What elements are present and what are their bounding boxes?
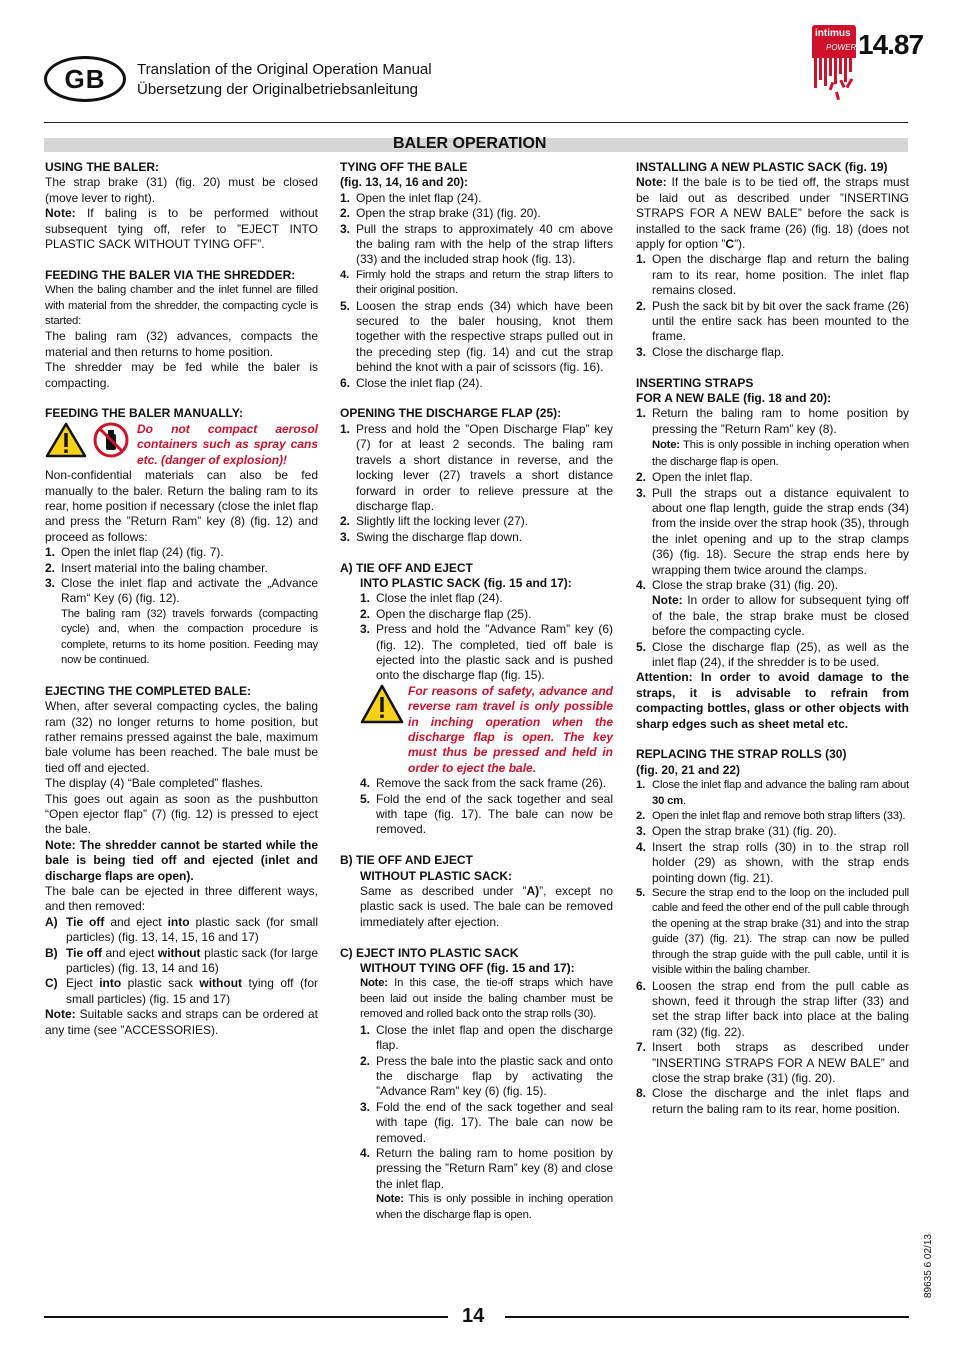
heading-feed-shredder: FEEDING THE BALER VIA THE SHREDDER: — [45, 267, 296, 282]
warning-text: For reasons of safety, advance and reverse ram travel is only possible in inching operation when the discharge flap is open. The key must thus be pressed and held in order to eject the bale. — [408, 683, 613, 775]
heading-option-a: A) TIE OFF AND EJECT — [340, 560, 473, 575]
list-text: Close the discharge flap (25), as well as the inlet flap (24), if the shredder is to be used. — [652, 639, 909, 669]
note-paragraph — [45, 1007, 318, 1038]
paragraph: The strap brake (31) (fig. 20) must be closed (move lever to right). — [45, 175, 318, 205]
country-badge — [44, 56, 126, 102]
bold: without — [157, 945, 201, 960]
list-num: 1. — [360, 591, 371, 606]
list-text: Fold the end of the sack together and seal with tape (fig. 17). The bale can now be removed. — [376, 1099, 613, 1145]
paragraph: The bale can be ejected in three different ways, and then removed: — [45, 884, 318, 914]
list-item — [340, 530, 613, 545]
list-num: A) — [45, 914, 58, 929]
heading-option-b-sub: WITHOUT PLASTIC SACK: — [360, 868, 512, 883]
list-num: 3. — [636, 485, 647, 500]
logo-sub: POWER — [826, 43, 857, 52]
list-num: 3. — [360, 622, 371, 637]
list-item — [45, 915, 318, 946]
list-text: Close the discharge and the inlet flaps and return the baling ram to its rear, home position. — [652, 1086, 909, 1116]
note-label: Note: — [652, 439, 680, 452]
list-item — [360, 776, 613, 791]
heading-install-sack: INSTALLING A NEW PLASTIC SACK (fig. 19) — [636, 160, 888, 174]
list-text — [66, 976, 318, 1007]
list-text: Insert material into the baling chamber. — [61, 560, 268, 575]
list-item — [360, 1146, 613, 1192]
list-num: 3. — [45, 575, 56, 590]
list-item — [636, 345, 909, 360]
heading-replace-rolls: REPLACING THE STRAP ROLLS (30) — [636, 747, 847, 762]
list-text: Press and hold the ”Open Discharge Flap” key (7) for at least 2 seconds. The baling ram travels a short distance in reverse, and the locking lever (27) travels a short distance forward in order to relieve pressure at the discharge flap. — [356, 421, 613, 513]
bold: C — [725, 237, 735, 252]
note-label: Note: — [376, 1193, 404, 1206]
list-num: 1. — [636, 252, 647, 267]
brand-logo — [812, 25, 924, 115]
list-num: 2. — [636, 298, 647, 313]
note-text: If the bale is to be tied off, the straps must be laid out as described under ”INSERTING STRAPS FOR A NEW BALE” before the sack is installed to the sack frame (26) (fig. 18) (does not apply for option ” — [636, 175, 909, 252]
list-num: 3. — [360, 1099, 371, 1114]
list-text: Swing the discharge flap down. — [356, 529, 523, 544]
list-text: Push the sack bit by bit over the sack frame (26) until the entire sack has been mounted to the frame. — [652, 298, 909, 344]
list-text: Close the inlet flap and activate the „Advance Ram“ Key (6) (fig. 12). — [61, 575, 318, 606]
list-item — [340, 514, 613, 529]
list-item — [636, 1086, 909, 1117]
list-item — [340, 206, 613, 221]
list-num: 1. — [636, 406, 647, 421]
note-label: Note: — [45, 1007, 76, 1022]
list-item — [340, 376, 613, 391]
list-text: Close the discharge flap. — [652, 344, 785, 359]
text: Eject — [66, 976, 100, 991]
list-item — [340, 268, 613, 299]
list-item — [360, 591, 613, 606]
list-text: Open the discharge flap (25). — [376, 606, 532, 621]
text: and eject — [104, 914, 168, 929]
heading-feed-manual: FEEDING THE BALER MANUALLY: — [45, 406, 243, 421]
paragraph: This goes out again as soon as the pushbutton “Open ejector flap” (7) (fig. 12) is pressed to eject the bale. — [45, 791, 318, 837]
model-number: 14.87 — [858, 29, 924, 60]
text: Close the inlet flap and advance the baling ram about — [652, 779, 909, 792]
heading-tying-sub: (fig. 13, 14, 16 and 20): — [340, 175, 469, 190]
list-item — [360, 607, 613, 622]
heading-eject: EJECTING THE COMPLETED BALE: — [45, 683, 252, 698]
list-item — [636, 470, 909, 485]
no-aerosol-icon — [91, 422, 137, 458]
list-item — [360, 1023, 613, 1054]
list-item — [636, 778, 909, 809]
list-num: 2. — [360, 606, 371, 621]
list-text: Loosen the strap end from the pull cable as shown, feed it through the strap lifter (33) and set the strap lifter back into place at the baling ram (32) (fig. 22). — [652, 978, 909, 1039]
text: ”, except no plastic sack is used. The bale can be removed immediately after ejection. — [360, 884, 614, 929]
note-text: Suitable sacks and straps can be ordered at any time (see ”ACCESSORIES). — [45, 1007, 318, 1037]
list-num: C) — [45, 976, 58, 991]
heading-replace-rolls-sub: (fig. 20, 21 and 22) — [636, 762, 741, 777]
list-text: Close the inlet flap (24). — [376, 591, 503, 606]
heading-insert-straps: INSERTING STRAPS — [636, 375, 754, 390]
paragraph: The shredder may be fed while the baler is compacting. — [45, 360, 318, 390]
list-num: 6. — [636, 978, 647, 993]
note-text: This is only possible in inching operation when the discharge flap is open. — [376, 1193, 613, 1221]
page-number: 14 — [462, 1305, 485, 1327]
list-text: Insert the strap rolls (30) in to the strap roll holder (29) as shown, with the strap ends pointing down (fig. 21). — [652, 839, 909, 885]
list-item — [636, 406, 909, 470]
list-item — [636, 299, 909, 345]
note-text: In order to allow for subsequent tying off of the bale, the strap brake must be closed before the compacting cycle. — [652, 593, 909, 639]
list-num: 2. — [340, 206, 351, 221]
bold: into — [99, 976, 122, 991]
list-item — [636, 979, 909, 1041]
bold: A) — [526, 884, 540, 899]
note-text: If baling is to be performed without subsequent tying off, refer to ”EJECT INTO PLASTIC SACK WITHOUT TYING OFF”. — [45, 206, 318, 252]
note-paragraph — [360, 1192, 613, 1223]
heading-option-b: B) TIE OFF AND EJECT — [340, 853, 473, 868]
list-text — [66, 915, 318, 946]
paragraph: When, after several compacting cycles, the baling ram (32) no longer returns to home position, but rather remains pressed against the bale, maximum bale volume has been reached. The bale must be tied off and ejected. — [45, 699, 318, 775]
list-item — [360, 792, 613, 838]
list-item — [360, 622, 613, 684]
list-num: 2. — [636, 470, 647, 485]
list-text: Open the strap brake (31) (fig. 20). — [356, 206, 541, 221]
list-item — [636, 486, 909, 578]
list-num: 6. — [340, 375, 351, 390]
list-text: Slightly lift the locking lever (27). — [356, 514, 529, 529]
text: tying off (for small particles) (fig. 15 and 17) — [66, 976, 318, 1006]
list-text — [652, 778, 909, 809]
list-text: Press the bale into the plastic sack and onto the discharge flap by activating the ”Advance Ram” key (6) (fig. 15). — [376, 1053, 613, 1099]
list-num: 2. — [45, 560, 56, 575]
warning-triangle-icon — [360, 684, 408, 724]
list-text: Close the inlet flap (24). — [356, 375, 483, 390]
list-num: 4. — [636, 839, 647, 854]
list-num: 1. — [340, 190, 351, 205]
text: Close the strap brake (31) (fig. 20). — [652, 577, 839, 592]
list-num: 5. — [636, 887, 646, 900]
text: . — [683, 794, 686, 807]
note — [652, 439, 909, 467]
text: plastic sack (for large particles) (fig. 13, 14 and 16) — [66, 945, 318, 976]
list-item — [636, 809, 909, 824]
heading-option-c-sub: WITHOUT TYING OFF (fig. 15 and 17): — [360, 961, 575, 976]
list-num: 7. — [636, 1040, 647, 1055]
list-text — [66, 946, 318, 977]
list-text: Return the baling ram to home position by pressing the ”Return Ram” key (8) and close the inlet flap. — [376, 1145, 613, 1191]
list-text: Firmly hold the straps and return the strap lifters to their original position. — [356, 268, 613, 297]
list-text: Open the strap brake (31) (fig. 20). — [652, 824, 837, 839]
note-label: Note: — [45, 206, 76, 221]
list-item — [636, 640, 909, 671]
list-num: 2. — [636, 810, 646, 823]
list-item — [340, 422, 613, 514]
list-num: 3. — [636, 344, 647, 359]
list-num: 5. — [360, 791, 371, 806]
document-number: 89635 6 02/13 — [923, 1234, 934, 1298]
list-num: 3. — [636, 824, 647, 839]
list-text: Loosen the strap ends (34) which have been secured to the baler housing, knot them together with the respective straps pulled out in the preceding step (fig. 14) and cut the strap behind the knot with a pair of scissors (fig. 16). — [356, 298, 613, 375]
paragraph: The baling ram (32) travels forwards (compacting cycle) and, when the compaction procedure is complete, returns to its home position. Feeding may now be continued. — [61, 607, 318, 666]
heading-insert-straps-sub: FOR A NEW BALE (fig. 18 and 20): — [636, 391, 832, 406]
note-paragraph — [45, 206, 318, 252]
heading-tying: TYING OFF THE BALE — [340, 160, 468, 174]
note-label: Note: — [360, 977, 388, 990]
list-text: Open the discharge flap and return the baling ram to its rear, home position. The inlet flap remains closed. — [652, 252, 909, 298]
text: plastic sack — [121, 976, 200, 991]
list-item — [45, 561, 318, 576]
shred-strips-icon — [812, 58, 856, 108]
paragraph: When the baling chamber and the inlet funnel are filled with material from the shredder, the compacting cycle is started: — [45, 284, 318, 328]
list-text: Open the inlet flap. — [652, 470, 753, 485]
list-text — [652, 406, 909, 470]
column-2 — [340, 160, 613, 1223]
text: Same as described under ” — [360, 884, 527, 899]
heading-using-baler: USING THE BALER: — [45, 160, 159, 174]
list-item — [45, 576, 318, 607]
logo-brand: intimus — [815, 28, 851, 39]
list-num: 2. — [340, 514, 351, 529]
paragraph: The baling ram (32) advances, compacts the material and then returns to home position. — [45, 329, 318, 359]
attention-note: Attention: In order to avoid damage to the straps, it is advisable to refrain from compacting bottles, glass or other objects with sharp edges such as sheet metal etc. — [636, 670, 909, 731]
text: and eject — [101, 945, 158, 960]
bold: into — [167, 914, 190, 929]
bold: Tie off — [66, 945, 102, 960]
list-item — [636, 252, 909, 298]
list-item — [340, 191, 613, 206]
list-text: Remove the sack from the sack frame (26). — [376, 776, 607, 791]
heading-open-flap: OPENING THE DISCHARGE FLAP (25): — [340, 406, 562, 421]
list-item — [45, 545, 318, 560]
list-item — [636, 824, 909, 839]
list-num: B) — [45, 945, 58, 960]
paragraph — [340, 884, 613, 930]
list-text: Pull the straps out a distance equivalent to about one flap length, guide the strap ends (34) from the inside over the strap hook (35), through the inlet opening and up to the strap clamps (36) (fig. 18). Secure the strap ends here by wrapping them twice around the clamps. — [652, 485, 909, 577]
footer-rule-left — [44, 1316, 448, 1318]
note-bold: Note: The shredder cannot be started while the bale is being tied off and ejected (inlet and discharge flaps are open). — [45, 837, 318, 883]
list-item — [360, 1100, 613, 1146]
note-text: In this case, the tie-off straps which have been laid out inside the baling chamber must be removed and rolled back onto the strap rolls (30). — [360, 977, 613, 1021]
list-text: Press and hold the ”Advance Ram” key (6) (fig. 12). The completed, tied off bale is ejected into the plastic sack and is pushed onto the discharge flap (fig. 15). — [376, 622, 613, 683]
list-num: 1. — [340, 421, 351, 436]
list-num: 5. — [340, 298, 351, 313]
list-num: 4. — [636, 577, 647, 592]
note-paragraph — [340, 976, 613, 1022]
list-text: Open the inlet flap (24). — [356, 190, 482, 205]
list-text: Pull the straps to approximately 40 cm above the baling ram with the help of the strap lifters (33) and the included strap hook (fig. 13). — [356, 221, 613, 267]
bold: Tie off — [66, 914, 105, 929]
list-num: 3. — [340, 221, 351, 236]
list-num: 3. — [340, 529, 351, 544]
header-rule — [44, 122, 908, 123]
list-num: 4. — [340, 268, 350, 281]
country-code: GB — [64, 63, 106, 94]
list-text: Open the inlet flap and remove both strap lifters (33). — [652, 810, 906, 823]
heading-option-c: C) EJECT INTO PLASTIC SACK — [340, 945, 519, 960]
column-3 — [636, 160, 909, 1117]
paragraph: Non-confidential materials can also be fed manually to the baler. Return the baling ram to its rear, home position if necessary (close the inlet flap and press the ”Return Ram” key (8) (fig. 12) and proceed as follows: — [45, 468, 318, 544]
list-item — [340, 299, 613, 376]
note-paragraph — [636, 175, 909, 252]
list-num: 2. — [360, 1053, 371, 1068]
section-title: BALER OPERATION — [393, 135, 547, 152]
list-item — [45, 946, 318, 977]
note-label: Note: — [636, 175, 667, 190]
warning-triangle-icon — [45, 422, 91, 458]
list-item — [636, 1040, 909, 1086]
list-text: Secure the strap end to the loop on the included pull cable and feed the other end of the pull cable through the opening at the strap brake (31) and into the strap guide (37) (fig. 21). The strap can now be pulled through the strap guide with the pull cable, until it is visible within the baling chamber. — [652, 887, 909, 977]
list-item — [360, 1054, 613, 1100]
list-num: 1. — [360, 1022, 371, 1037]
bold: 30 cm — [652, 794, 684, 807]
list-item — [636, 886, 909, 978]
list-num: 1. — [636, 779, 646, 792]
list-num: 8. — [636, 1086, 647, 1101]
warning-block — [360, 684, 613, 776]
text: plastic sack (for small particles) (fig. 13, 14, 15, 16 and 17) — [66, 914, 319, 945]
header-line-2: Übersetzung der Originalbetriebsanleitung — [137, 81, 419, 98]
header-line-1: Translation of the Original Operation Manual — [137, 61, 432, 78]
list-num: 4. — [360, 776, 371, 791]
header-title — [137, 60, 432, 100]
footer-rule-right — [505, 1316, 909, 1318]
list-num: 1. — [45, 545, 56, 560]
warning-block — [45, 422, 318, 468]
list-item — [340, 222, 613, 268]
text: Return the baling ram to home position by pressing the ”Return Ram” key (8). — [652, 406, 909, 436]
list-text: Open the inlet flap (24) (fig. 7). — [61, 545, 224, 560]
list-text: Insert both straps as described under ”INSERTING STRAPS FOR A NEW BALE” and close the strap brake (31) (fig. 20). — [652, 1040, 909, 1085]
heading-option-a-sub: INTO PLASTIC SACK (fig. 15 and 17): — [360, 575, 572, 590]
note-text: This is only possible in inching operation when the discharge flap is open. — [652, 439, 909, 468]
text: ”). — [734, 237, 746, 252]
list-text — [652, 578, 909, 640]
list-item — [636, 840, 909, 886]
bold: without — [199, 976, 243, 991]
column-1 — [45, 160, 318, 1038]
list-text: Close the inlet flap and open the discharge flap. — [376, 1022, 613, 1053]
list-text: Fold the end of the sack together and seal with tape (fig. 17). The bale can now be removed. — [376, 791, 613, 837]
list-num: 4. — [360, 1145, 371, 1160]
list-item — [636, 578, 909, 640]
paragraph: The display (4) “Bale completed” flashes. — [45, 776, 264, 791]
note-label: Note: — [652, 593, 683, 608]
list-num: 5. — [636, 639, 647, 654]
list-item — [45, 976, 318, 1007]
warning-text: Do not compact aerosol containers such as spray cans etc. (danger of explosion)! — [137, 421, 318, 467]
